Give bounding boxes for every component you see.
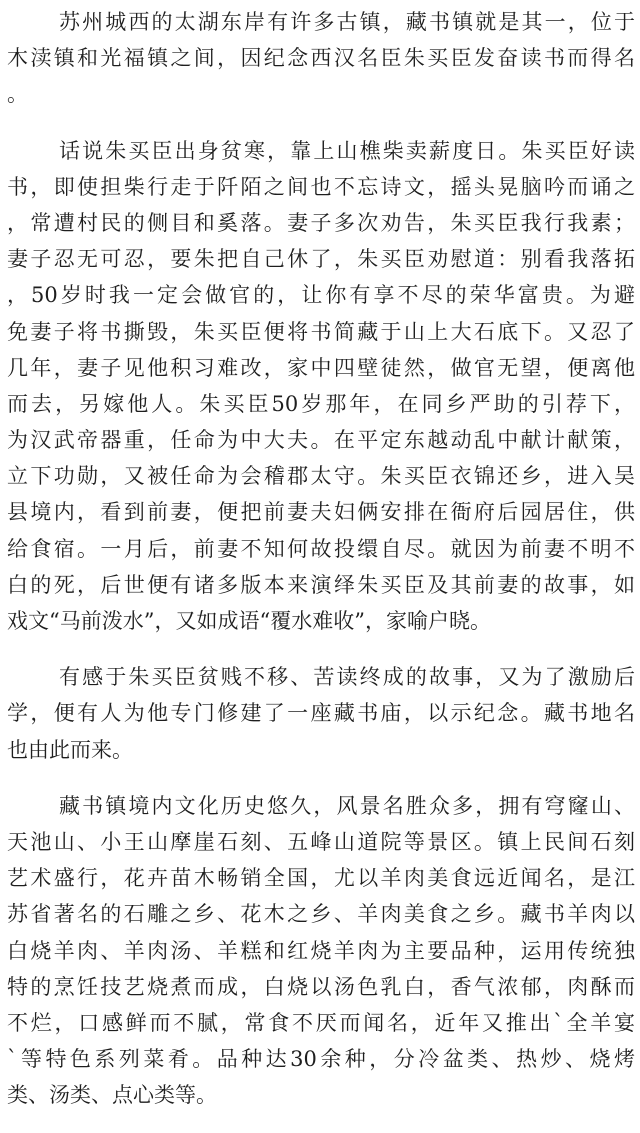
text-line: 白烧羊肉、羊肉汤、羊糕和红烧羊肉为主要品种，运用传统独 [7,938,635,963]
text-line: 学，便有人为他专门修建了一座藏书庙，以示纪念。藏书地名 [7,701,635,726]
text-line: 为汉武帝器重，任命为中大夫。在平定东越动乱中献计献策， [7,428,635,453]
text-line: 有感于朱买臣贫贱不移、苦读终成的故事，又为了激励后 [59,665,635,690]
paragraph [7,133,635,640]
text-line: 藏书镇境内文化历史悠久，风景名胜众多，拥有穹窿山、 [59,793,635,818]
article-body [7,4,635,1133]
text-line: 苏省著名的石雕之乡、花木之乡、羊肉美食之乡。藏书羊肉以 [7,902,635,927]
text-line: 戏文“马前泼水”，又如成语“覆水难收”，家喻户晓。 [7,609,491,633]
text-line: 艺术盛行，花卉苗木畅销全国，尤以羊肉美食远近闻名，是江 [7,866,635,891]
text-line: `等特色系列菜肴。品种达30余种，分冷盆类、热炒、烧烤 [7,1047,635,1072]
text-line: 免妻子将书撕毁，朱买臣便将书简藏于山上大石底下。又忍了 [7,319,635,344]
text-line: 县境内，看到前妻，便把前妻夫妇俩安排在衙府后园居住，供 [7,500,635,525]
text-line: 木渎镇和光福镇之间，因纪念西汉名臣朱买臣发奋读书而得名 [7,46,635,71]
text-line: 立下功勋，又被任命为会稽郡太守。朱买臣衣锦还乡，进入吴 [7,464,635,489]
text-line: 白的死，后世便有诸多版本来演绎朱买臣及其前妻的故事，如 [7,572,635,597]
text-line: 天池山、小王山摩崖石刻、五峰山道院等景区。镇上民间石刻 [7,829,635,854]
text-line: 话说朱买臣出身贫寒，靠上山樵柴卖薪度日。朱买臣好读 [59,138,635,163]
paragraph [7,659,635,768]
paragraph [7,4,635,113]
text-line: 书，即使担柴行走于阡陌之间也不忘诗文，摇头晃脑吟而诵之 [7,174,635,199]
text-line: 也由此而来。 [7,737,133,762]
text-line: ，常遭村民的侧目和奚落。妻子多次劝告，朱买臣我行我素； [7,210,635,235]
text-line: 特的烹饪技艺烧煮而成，白烧以汤色乳白，香气浓郁，肉酥而 [7,974,635,999]
text-line: 几年，妻子见他积习难改，家中四壁徒然，做官无望，便离他 [7,355,635,380]
text-line: 类、汤类、点心类等。 [7,1083,217,1108]
text-line: 苏州城西的太湖东岸有许多古镇，藏书镇就是其一，位于 [59,10,635,34]
text-line: ，50岁时我一定会做官的，让你有享不尽的荣华富贵。为避 [7,283,635,308]
text-line: 妻子忍无可忍，要朱把自己休了，朱买臣劝慰道：别看我落拓 [7,247,635,272]
text-line: 不烂，口感鲜而不腻，常食不厌而闻名，近年又推出`全羊宴 [7,1010,635,1035]
text-line: 给食宿。一月后，前妻不知何故投缳自尽。就因为前妻不明不 [7,536,635,561]
text-line: 而去，另嫁他人。朱买臣50岁那年，在同乡严助的引荐下， [7,391,635,416]
text-line: 。 [7,82,28,107]
paragraph [7,788,635,1114]
